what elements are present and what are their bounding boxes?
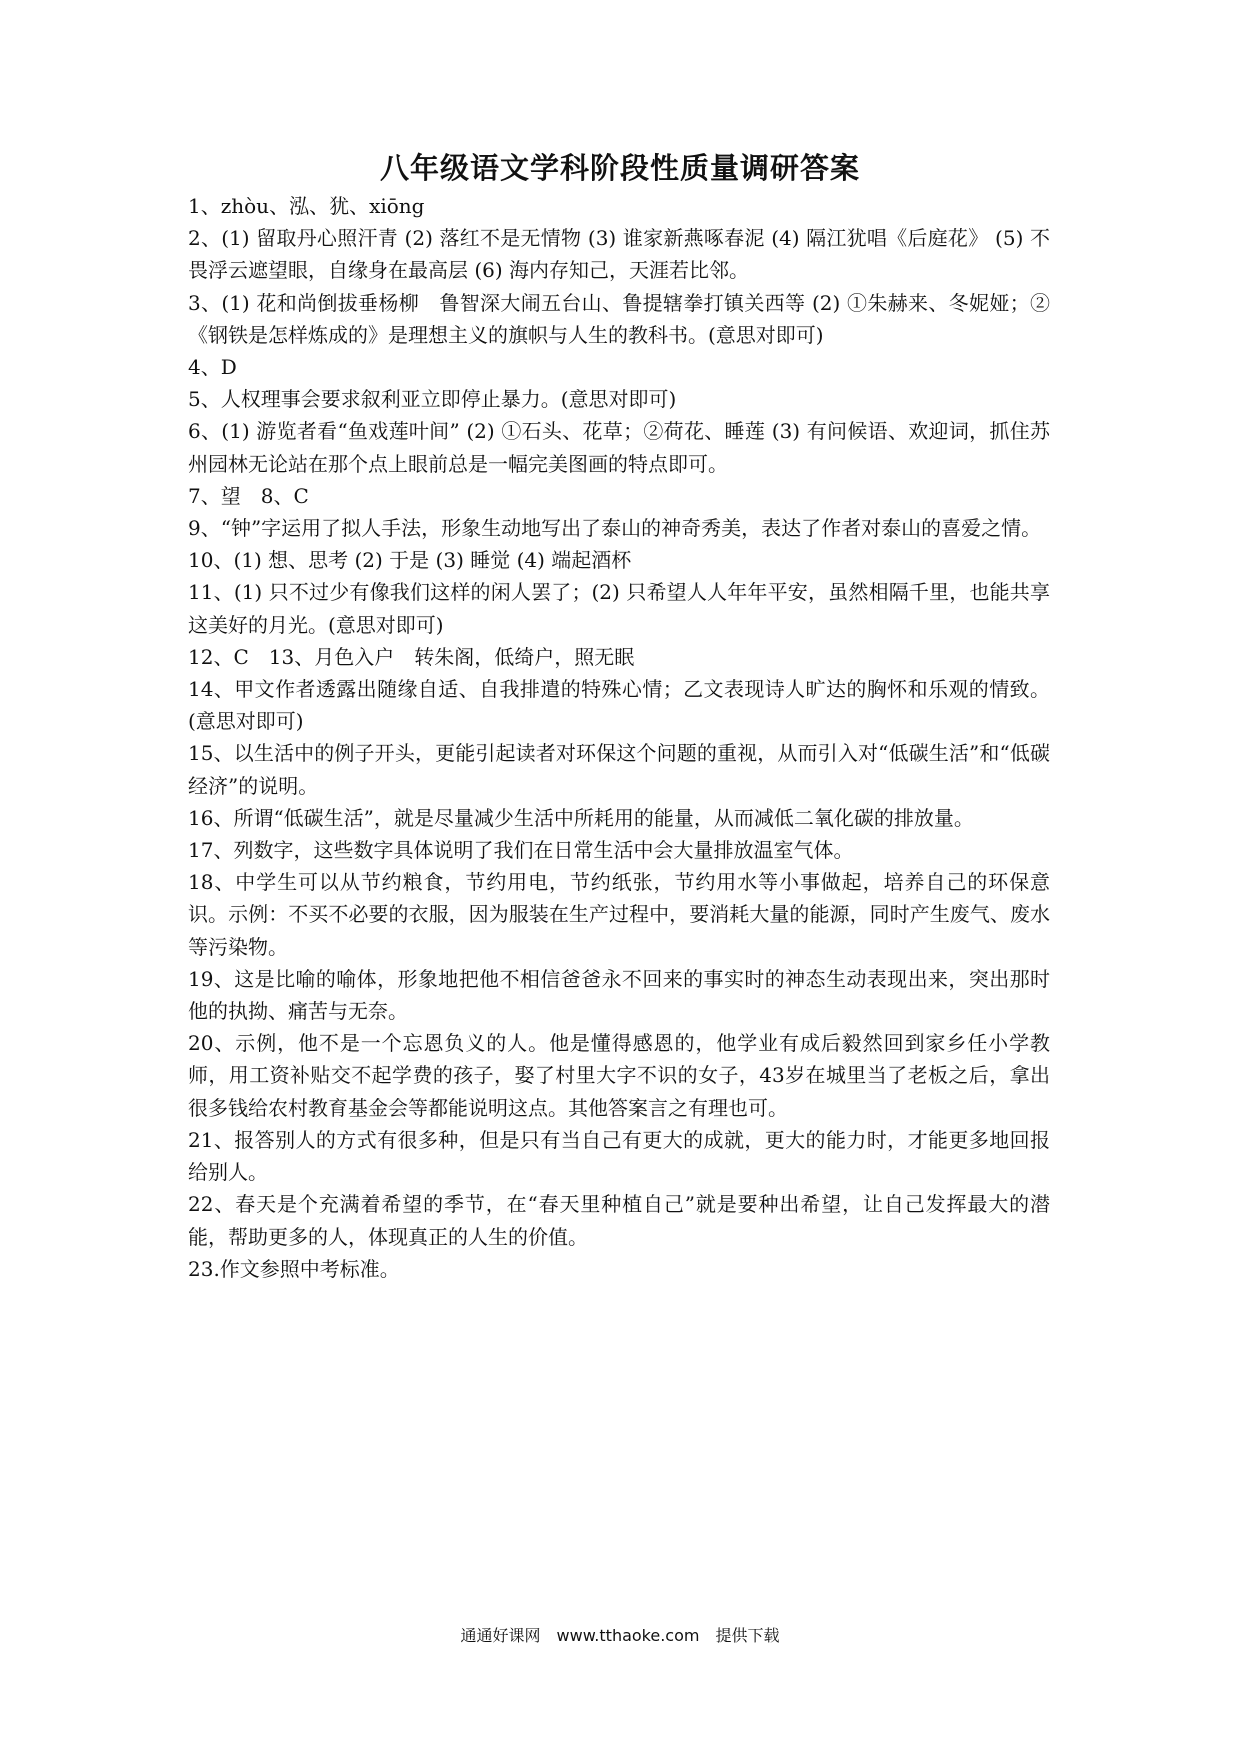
answer-item-6: 6、(1) 游览者看“鱼戏莲叶间” (2) ①石头、花草；②荷花、睡莲 (3) 有问候语、欢迎词，抓住苏州园林无论站在那个点上眼前总是一幅完美图画的特点即可。 xyxy=(188,419,1050,476)
answer-item-15: 15、以生活中的例子开头，更能引起读者对环保这个问题的重视，从而引入对“低碳生活”和“低碳经济”的说明。 xyxy=(188,741,1050,798)
answer-item-1: 1、zhòu、泓、犹、xiōng xyxy=(188,194,425,218)
answer-item-18: 18、中学生可以从节约粮食，节约用电，节约纸张，节约用水等小事做起，培养自己的环保意识。示例：不买不必要的衣服，因为服装在生产过程中，要消耗大量的能源，同时产生废气、废水等污染物。 xyxy=(188,870,1050,959)
answer-item-16: 16、所谓“低碳生活”，就是尽量减少生活中所耗用的能量，从而减低二氧化碳的排放量。 xyxy=(188,805,974,830)
answer-item-5: 5、人权理事会要求叙利亚立即停止暴力。(意思对即可) xyxy=(188,387,677,412)
answer-item-17: 17、列数字，这些数字具体说明了我们在日常生活中会大量排放温室气体。 xyxy=(188,838,854,863)
answer-item-19: 19、这是比喻的喻体，形象地把他不相信爸爸永不回来的事实时的神态生动表现出来，突出那时他的执拗、痛苦与无奈。 xyxy=(188,966,1050,1024)
answer-item-23: 23.作文参照中考标准。 xyxy=(188,1256,400,1281)
answer-item-7-8: 7、望 8、C xyxy=(188,483,309,508)
answer-item-22: 22、春天是个充满着希望的季节，在“春天里种植自己”就是要种出希望，让自己发挥最大的潜能，帮助更多的人，体现真正的人生的价值。 xyxy=(188,1192,1050,1249)
answer-item-2: 2、(1) 留取丹心照汗青 (2) 落红不是无情物 (3) 谁家新燕啄春泥 (4) 隔江犹唱《后庭花》 (5) 不畏浮云遮望眼，自缘身在最高层 (6) 海内存知己，天涯若比邻。 xyxy=(188,226,1050,283)
answer-item-21: 21、报答别人的方式有很多种，但是只有当自己有更大的成就，更大的能力时，才能更多地回报给别人。 xyxy=(188,1127,1050,1185)
answer-item-12-13: 12、C 13、月色入户 转朱阁，低绮户，照无眠 xyxy=(188,644,635,669)
answer-item-3: 3、(1) 花和尚倒拔垂杨柳 鲁智深大闹五台山、鲁提辖拳打镇关西等 (2) ①朱赫来、冬妮娅；②《钢铁是怎样炼成的》是理想主义的旗帜与人生的教科书。(意思对即可) xyxy=(188,290,1050,347)
answer-item-4: 4、D xyxy=(188,355,237,380)
answer-item-14: 14、甲文作者透露出随缘自适、自我排遣的特殊心情；乙文表现诗人旷达的胸怀和乐观的情致。(意思对即可) xyxy=(188,677,1050,734)
answer-list xyxy=(188,190,1050,1285)
answer-item-20: 20、示例，他不是一个忘恩负义的人。他是懂得感恩的，他学业有成后毅然回到家乡任小学教师，用工资补贴交不起学费的孩子，娶了村里大字不识的女子，43岁在城里当了老板之后，拿出很多钱给农村教育基金会等都能说明这点。其他答案言之有理也可。 xyxy=(188,1031,1050,1120)
page-footer: 通通好课网 www.tthaoke.com 提供下载 xyxy=(460,1626,780,1645)
answer-item-11: 11、(1) 只不过少有像我们这样的闲人罢了；(2) 只希望人人年年平安，虽然相隔千里，也能共享这美好的月光。(意思对即可) xyxy=(188,580,1050,637)
answer-item-9: 9、“钟”字运用了拟人手法，形象生动地写出了泰山的神奇秀美，表达了作者对泰山的喜爱之情。 xyxy=(188,516,1042,541)
answer-item-10: 10、(1) 想、思考 (2) 于是 (3) 睡觉 (4) 端起酒杯 xyxy=(188,548,632,573)
page-title: 八年级语文学科阶段性质量调研答案 xyxy=(379,151,860,185)
